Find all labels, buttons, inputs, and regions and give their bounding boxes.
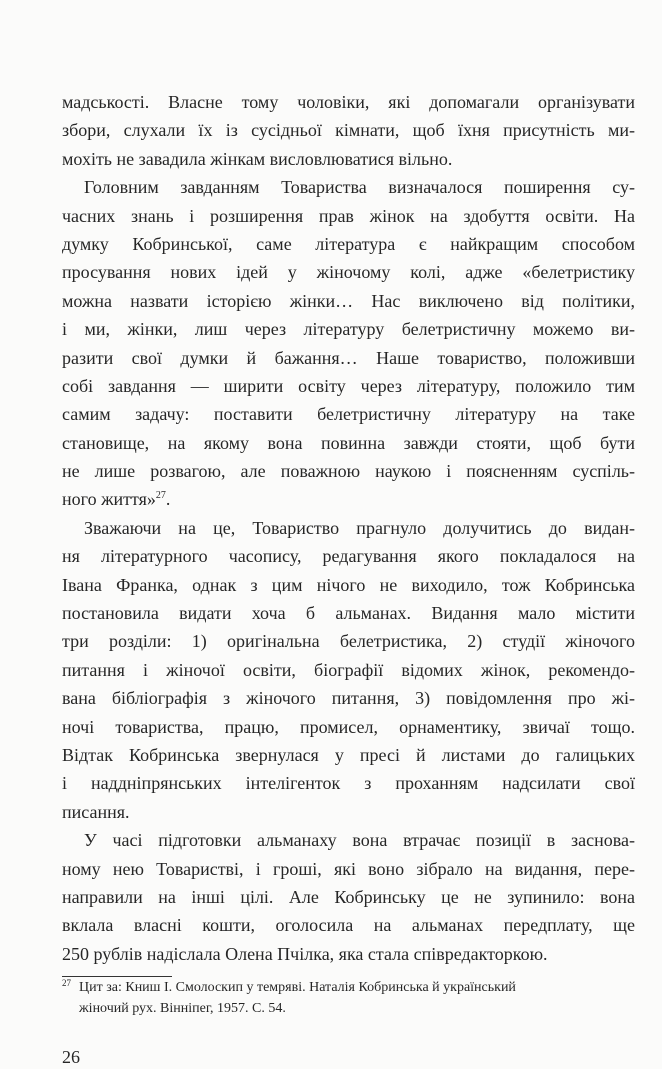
text-line-content: можна назвати історією жінки… Нас виключено від політики,: [62, 290, 635, 311]
text-line: [62, 485, 635, 513]
text-line: [62, 769, 635, 797]
text-line-content: писання.: [62, 801, 130, 822]
text-line: [62, 258, 635, 286]
text-line: [62, 457, 635, 485]
text-line: [62, 599, 635, 627]
text-line: [62, 741, 635, 769]
text-line-content: мохіть не завадила жінкам висловлюватися вільно.: [62, 148, 453, 169]
text-line-content: Зважаючи на це, Товариство прагнуло долучитись до видан-: [84, 517, 635, 538]
text-line-content: ня літературного часопису, редагування якого покладалося на: [62, 546, 635, 567]
text-line-content: собі завдання — ширити освіту через літературу, положило тим: [62, 375, 635, 396]
text-line-content: мадськості. Власне тому чоловіки, які допомагали організувати: [62, 92, 635, 112]
text-line: [62, 798, 635, 826]
text-line: [62, 88, 635, 116]
text-line-content: три розділи: 1) оригінальна белетристика, 2) студії жіночого: [62, 631, 635, 652]
text-line: [62, 911, 635, 939]
text-line-content: самим задачу: поставити белетристичну літературу на таке: [62, 404, 635, 425]
text-line: [62, 627, 635, 655]
text-line: [62, 656, 635, 684]
text-line: [62, 429, 635, 457]
text-line-content: Івана Франка, однак з цим нічого не виходило, тож Кобринська: [62, 574, 635, 595]
text-line: [62, 202, 635, 230]
text-line: [62, 940, 635, 968]
footnote-number: 27: [62, 978, 71, 989]
page-number: 26: [62, 1047, 80, 1068]
text-line-content: не лише розвагою, але поважною наукою і поясненням суспіль-: [62, 461, 635, 482]
text-line: [62, 287, 635, 315]
text-line: [62, 400, 635, 428]
text-line: [62, 315, 635, 343]
text-line: [62, 116, 635, 144]
text-line-content: і наддніпрянських інтелігенток з проханням надсилати свої: [62, 773, 635, 794]
footnote-reference[interactable]: 27: [155, 490, 166, 502]
text-line-content: направили на інші цілі. Але Кобринську це не зупинило: вона: [62, 886, 635, 907]
text-line-content: часних знань і розширення прав жінок на здобуття освіти. На: [62, 205, 635, 226]
footnote-line: жіночий рух. Вінніпег, 1957. С. 54.: [79, 1001, 286, 1017]
text-line: [62, 571, 635, 599]
text-line-content: Відтак Кобринська звернулася у пресі й листами до галицьких: [62, 744, 635, 765]
text-line: [62, 372, 635, 400]
body-text: [62, 88, 635, 968]
text-line-content: питання і жіночої освіти, біографії відомих жінок, рекомендо-: [62, 659, 635, 680]
text-line-content: постановила видати хоча б альманах. Видання мало містити: [62, 603, 635, 624]
text-line: [62, 684, 635, 712]
text-line: [62, 145, 635, 173]
text-line-content: збори, слухали їх із сусідньої кімнати, щоб їхня присутність ми-: [62, 120, 635, 141]
text-line-content: вклала власні кошти, оголосила на альманах передплату, ще: [62, 915, 635, 936]
text-line: [62, 542, 635, 570]
text-line-content: ного життя»: [62, 489, 156, 510]
text-line-content: думку Кобринської, саме література є найкращим способом: [62, 233, 635, 254]
text-line-content: У часі підготовки альманаху вона втрачає позиції в заснова-: [84, 830, 635, 851]
text-line-content: становище, на якому вона повинна завжди стояти, щоб бути: [62, 432, 635, 453]
text-line-content: 250 рублів надіслала Олена Пчілка, яка стала співредакторкою.: [62, 943, 548, 964]
text-line-content: Головним завданням Товариства визначалося поширення су-: [84, 177, 635, 198]
text-line: [62, 855, 635, 883]
text-line: [62, 713, 635, 741]
text-line-content: вана бібліографія з жіночого питання, 3) повідомлення про жі-: [62, 688, 635, 709]
text-line-content: ночі товариства, працю, промисел, орнаментику, звичаї тощо.: [62, 716, 635, 737]
text-line: [62, 173, 635, 201]
text-line: [62, 344, 635, 372]
sentence-end: .: [165, 489, 171, 510]
text-line-content: ному нею Товаристві, і гроші, які воно зібрало на видання, пере-: [62, 858, 635, 879]
text-line: [62, 883, 635, 911]
text-line: [62, 514, 635, 542]
footnote-text: Цит за: Книш І. Смолоскип у темряві. Наталія Кобринська й український: [79, 980, 516, 996]
text-line-content: просування нових ідей у жіночому колі, адже «белетристику: [62, 262, 635, 283]
text-line: [62, 230, 635, 258]
text-line-content: і ми, жінки, лиш через літературу белетристичну можемо ви-: [62, 319, 635, 340]
footnote-line: [62, 977, 635, 998]
text-line-content: разити свої думки й бажання… Наше товариство, положивши: [62, 347, 635, 368]
text-line: [62, 826, 635, 854]
page: [62, 88, 635, 1069]
